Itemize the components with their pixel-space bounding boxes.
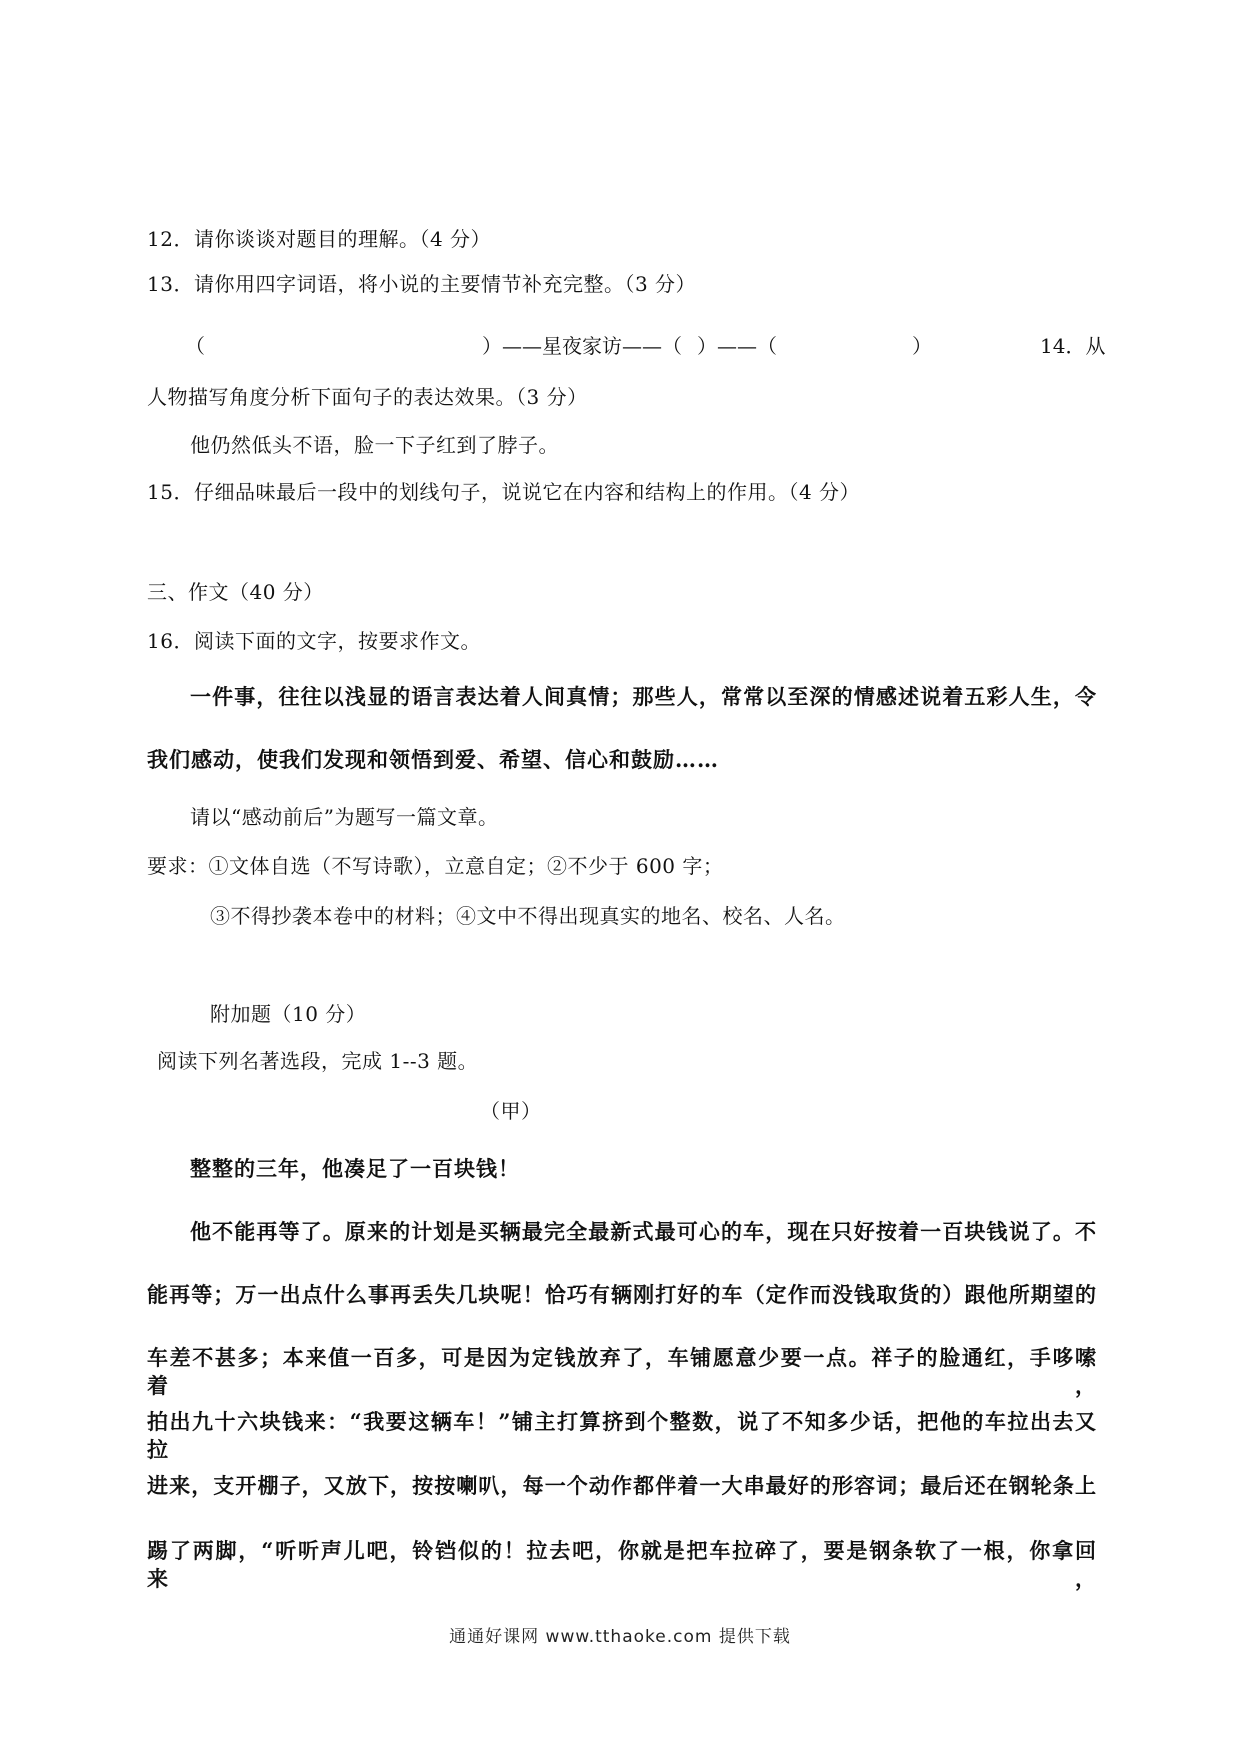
bonus-instruction: 阅读下列名著选段，完成 1--3 题。 xyxy=(157,1049,479,1073)
question-16: 16．阅读下面的文字，按要求作文。 xyxy=(147,629,481,653)
composition-title-instruction: 请以“感动前后”为题写一篇文章。 xyxy=(190,805,499,829)
question-14-sentence: 他仍然低头不语，脸一下子红到了脖子。 xyxy=(190,433,559,457)
bonus-paragraph-2-line-5: 进来，支开棚子，又放下，按按喇叭，每一个动作都伴着一大串最好的形容词；最后还在钢轮条上 xyxy=(147,1473,1097,1498)
bonus-paragraph-2-line-3: 车差不甚多；本来值一百多，可是因为定钱放弃了，车铺愿意少要一点。祥子的脸通红，手哆嗦着， xyxy=(147,1345,1097,1398)
plot-blanks-row xyxy=(147,332,1106,360)
question-13: 13．请你用四字词语，将小说的主要情节补充完整。（3 分） xyxy=(147,272,697,296)
question-12: 12．请你谈谈对题目的理解。（4 分） xyxy=(147,227,492,251)
blank-second-close: ）——（ xyxy=(697,334,777,358)
bonus-paragraph-2-line-1: 他不能再等了。原来的计划是买辆最完全最新式最可心的车，现在只好按着一百块钱说了。不 xyxy=(190,1219,1097,1244)
bonus-paragraph-1: 整整的三年，他凑足了一百块钱！ xyxy=(190,1156,520,1181)
composition-heading: 三、作文（40 分） xyxy=(147,580,324,604)
question-14-start: 14．从 xyxy=(1040,334,1106,358)
bonus-heading: 附加题（10 分） xyxy=(210,1002,367,1026)
blank-third-close: ） xyxy=(912,334,932,358)
blank-middle-text: ）——星夜家访——（ xyxy=(482,334,682,358)
bonus-paragraph-2-line-6: 踢了两脚，“听听声儿吧，铃铛似的！拉去吧，你就是把车拉碎了，要是钢条软了一根，你拿回来， xyxy=(147,1538,1097,1591)
composition-prompt-line-2: 我们感动，使我们发现和领悟到爱、希望、信心和鼓励…… xyxy=(147,747,719,772)
composition-requirements-2: ③不得抄袭本卷中的材料；④文中不得出现真实的地名、校名、人名。 xyxy=(210,904,846,928)
bonus-paragraph-2-line-2: 能再等；万一出点什么事再丢失几块呢！恰巧有辆刚打好的车（定作而没钱取货的）跟他所期望的 xyxy=(147,1282,1097,1307)
composition-requirements-1: 要求：①文体自选（不写诗歌），立意自定；②不少于 600 字； xyxy=(147,854,724,878)
composition-prompt-line-1: 一件事，往往以浅显的语言表达着人间真情；那些人，常常以至深的情感述说着五彩人生，令 xyxy=(190,684,1097,709)
blank-open-bracket: （ xyxy=(185,334,205,358)
question-14: 人物描写角度分析下面句子的表达效果。（3 分） xyxy=(147,385,588,409)
page-footer: 通通好课网 www.tthaoke.com 提供下载 xyxy=(449,1627,791,1647)
question-15: 15．仔细品味最后一段中的划线句子，说说它在内容和结构上的作用。（4 分） xyxy=(147,480,861,504)
bonus-section-label: （甲） xyxy=(480,1099,542,1123)
bonus-paragraph-2-line-4: 拍出九十六块钱来：“我要这辆车！”铺主打算挤到个整数，说了不知多少话，把他的车拉出去又拉 xyxy=(147,1409,1097,1462)
